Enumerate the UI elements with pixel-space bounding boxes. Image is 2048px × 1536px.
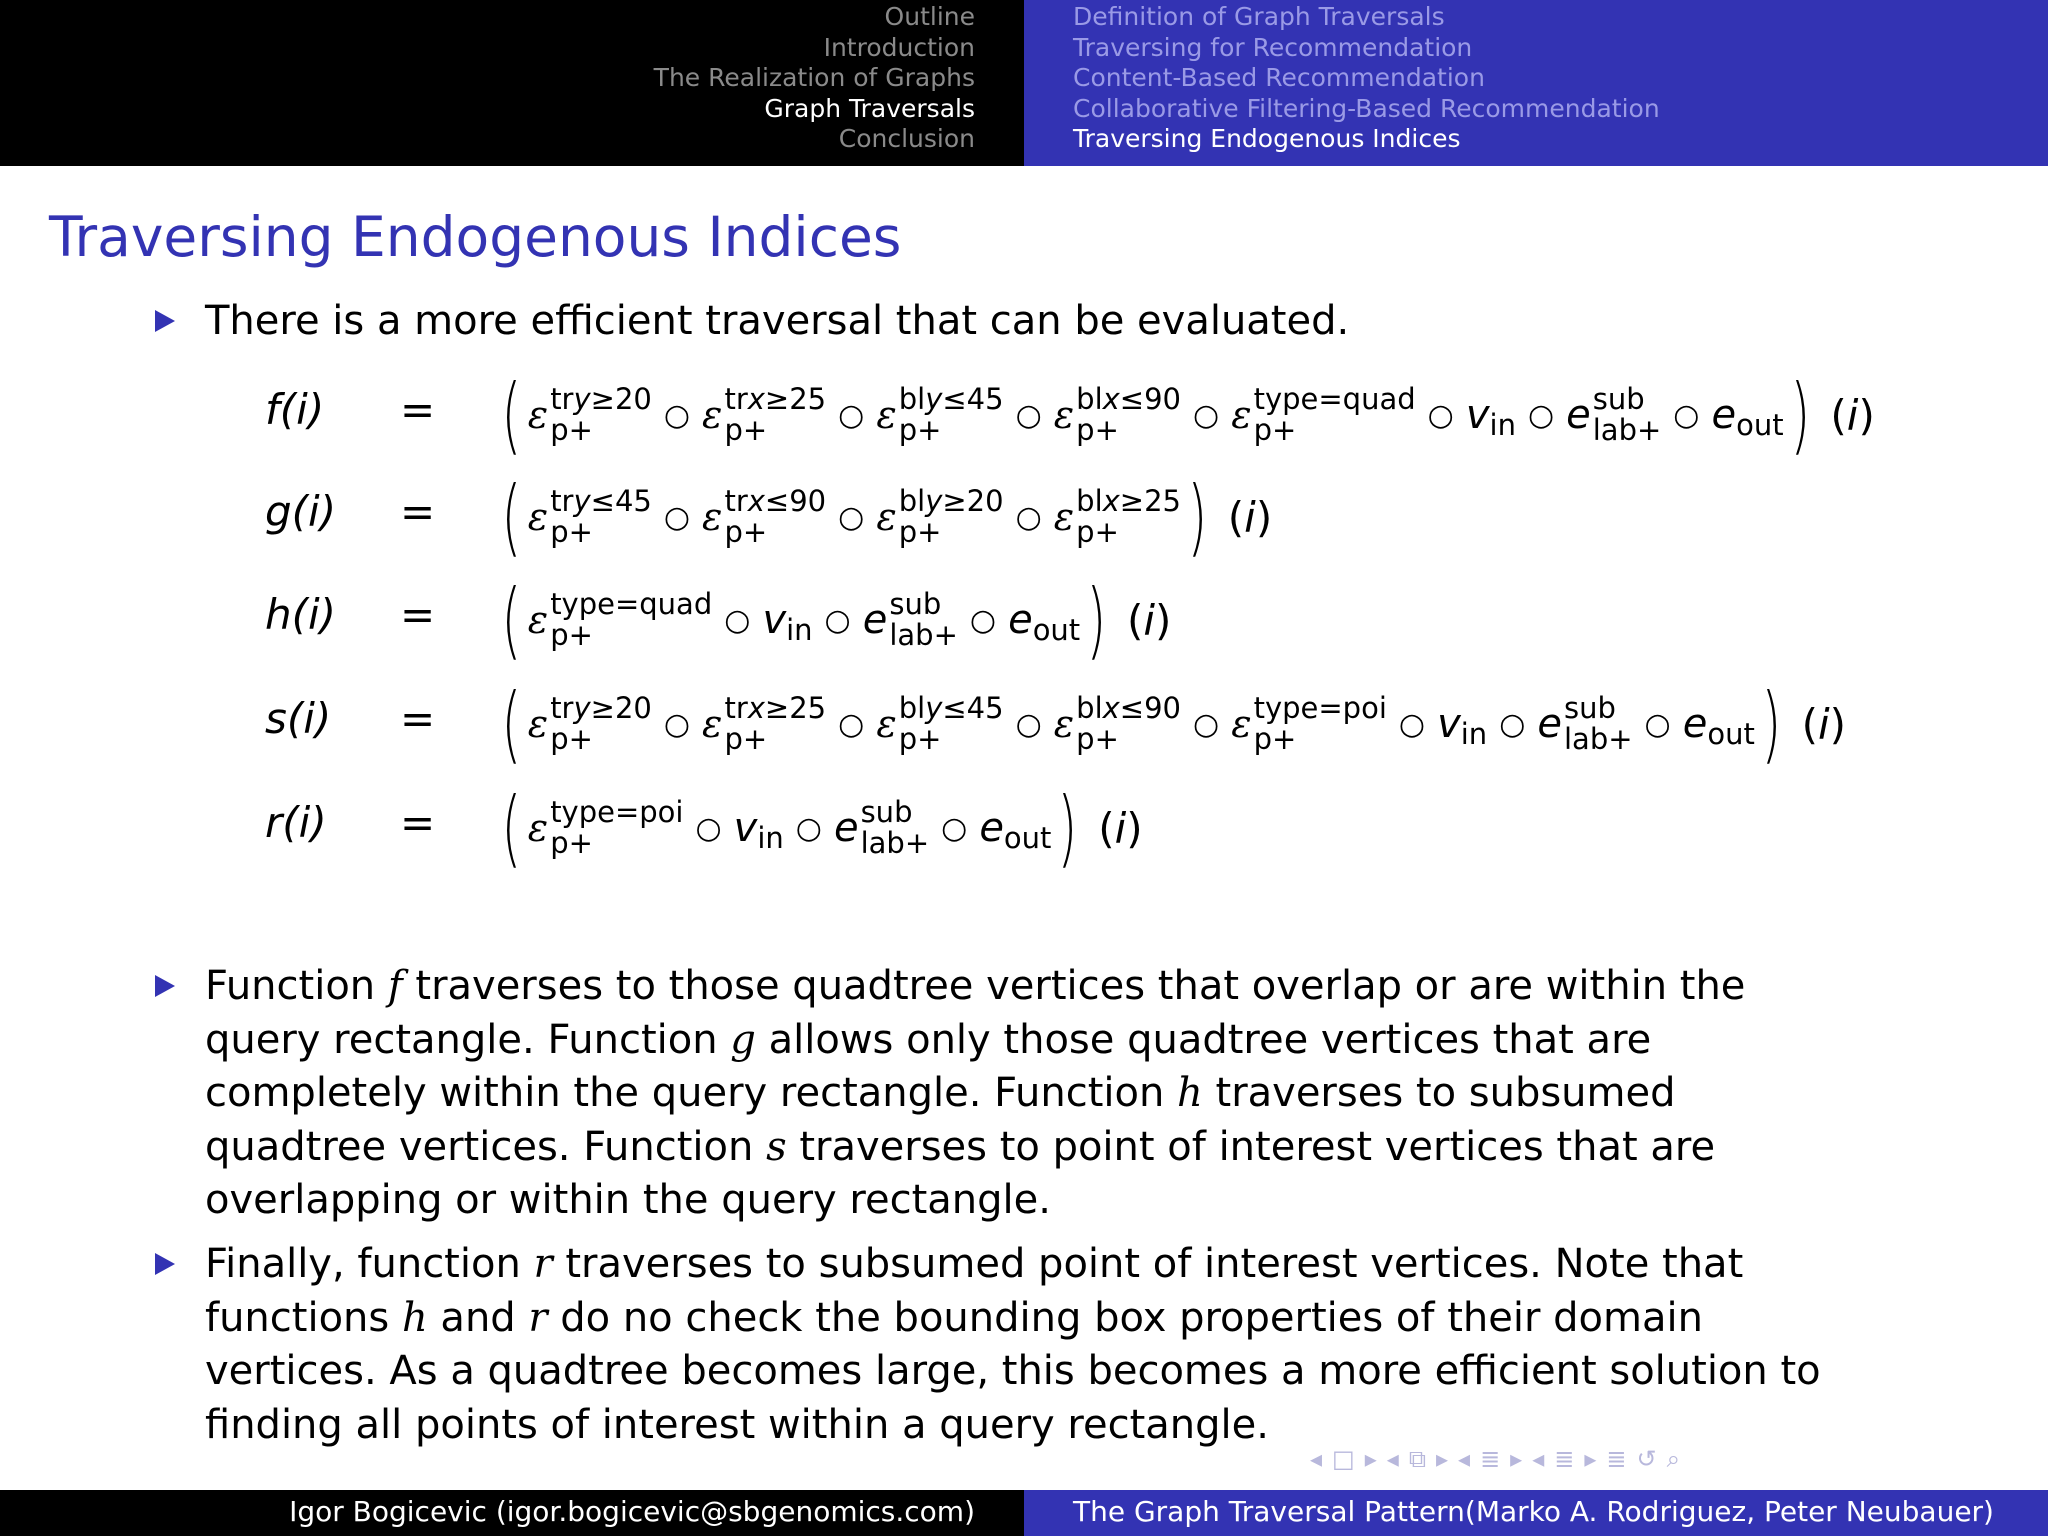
bullet-triangle-icon	[155, 975, 175, 997]
bullet-line: finding all points of interest within a query rectangle.	[205, 1401, 1269, 1448]
footer-author	[0, 1490, 1024, 1536]
nav-next-frame-icon[interactable]: ▸	[1364, 1445, 1377, 1473]
bullet-line: vertices. As a quadtree becomes large, this becomes a more efficient solution to	[205, 1348, 1821, 1394]
bullet-intro-text: There is a more efficient traversal that can be evaluated.	[205, 298, 1350, 344]
nav-section-realization[interactable]: The Realization of Graphs	[653, 63, 975, 92]
subsection-icon: ≣	[1480, 1445, 1501, 1473]
nav-subsection-recommendation[interactable]: Traversing for Recommendation	[1073, 32, 1473, 62]
bullet-intro	[205, 295, 1845, 349]
bullet-line: Finally, function r traverses to subsumed point of interest vertices. Note that	[205, 1241, 1744, 1287]
back-icon[interactable]: ↺	[1636, 1445, 1657, 1473]
nav-next-slide-icon[interactable]: ▸	[1435, 1445, 1449, 1473]
nav-prev-slide-icon[interactable]: ◂	[1386, 1445, 1399, 1473]
equation-lhs: r(i)	[265, 798, 327, 847]
footer-presentation-title	[1024, 1490, 2048, 1536]
nav-prev-frame-icon[interactable]: ◂	[1310, 1445, 1323, 1473]
header-bar	[0, 0, 2048, 166]
nav-next-subsection-icon[interactable]: ▸	[1510, 1445, 1523, 1473]
slide-title: Traversing Endogenous Indices	[49, 205, 902, 269]
slide-icon: ⧉	[1408, 1445, 1426, 1473]
nav-subsection-definition[interactable]: Definition of Graph Traversals	[1073, 2, 1445, 31]
bullet-line: Function f traverses to those quadtree vertices that overlap or are within the	[205, 963, 1746, 1009]
nav-section-outline[interactable]: Outline	[884, 2, 975, 31]
bullet-line: functions h and r do no check the bounding box properties of their domain	[205, 1294, 1703, 1341]
bullet-line: completely within the query rectangle. Function h traverses to subsumed	[205, 1070, 1676, 1116]
bullet-triangle-icon	[155, 310, 175, 332]
section-icon: ≣	[1554, 1445, 1575, 1473]
document-icon[interactable]: ≣	[1606, 1445, 1627, 1473]
equation-lhs: f(i)	[265, 385, 325, 434]
equation-lhs: g(i)	[265, 487, 337, 536]
nav-subsection-content-based[interactable]: Content-Based Recommendation	[1073, 63, 1485, 92]
bullet-line: query rectangle. Function g allows only those quadtree vertices that are	[205, 1016, 1652, 1063]
nav-section-introduction[interactable]: Introduction	[823, 32, 975, 62]
nav-prev-subsection-icon[interactable]: ◂	[1458, 1445, 1471, 1473]
frame-icon: □	[1332, 1445, 1355, 1473]
equation-lhs: h(i)	[265, 590, 337, 639]
footer-bar	[0, 1490, 2048, 1536]
bullet-function-descriptions	[205, 960, 1845, 1228]
bullet-triangle-icon	[155, 1253, 175, 1275]
nav-next-section-icon[interactable]: ▸	[1584, 1445, 1597, 1473]
nav-section-graph-traversals[interactable]: Graph Traversals	[764, 93, 975, 123]
beamer-navigation-controls	[1310, 1445, 1680, 1473]
nav-subsection-collaborative[interactable]: Collaborative Filtering-Based Recommendation	[1073, 93, 1660, 123]
bullet-line: overlapping or within the query rectangle.	[205, 1177, 1051, 1223]
footer-author-text: Igor Bogicevic (igor.bogicevic@sbgenomics.com)	[289, 1495, 975, 1528]
footer-title-text: The Graph Traversal Pattern(Marko A. Rodriguez, Peter Neubauer)	[1073, 1495, 1994, 1528]
section-navigation	[0, 0, 1024, 166]
nav-section-conclusion[interactable]: Conclusion	[838, 124, 975, 153]
equation-lhs: s(i)	[265, 694, 332, 743]
bullet-line: quadtree vertices. Function s traverses to point of interest vertices that are	[205, 1123, 1716, 1170]
subsection-navigation	[1024, 0, 2048, 166]
nav-prev-section-icon[interactable]: ◂	[1532, 1445, 1545, 1473]
bullet-conclusion	[205, 1238, 1845, 1452]
nav-subsection-endogenous[interactable]: Traversing Endogenous Indices	[1073, 124, 1461, 153]
search-icon[interactable]: ⌕	[1666, 1445, 1681, 1473]
